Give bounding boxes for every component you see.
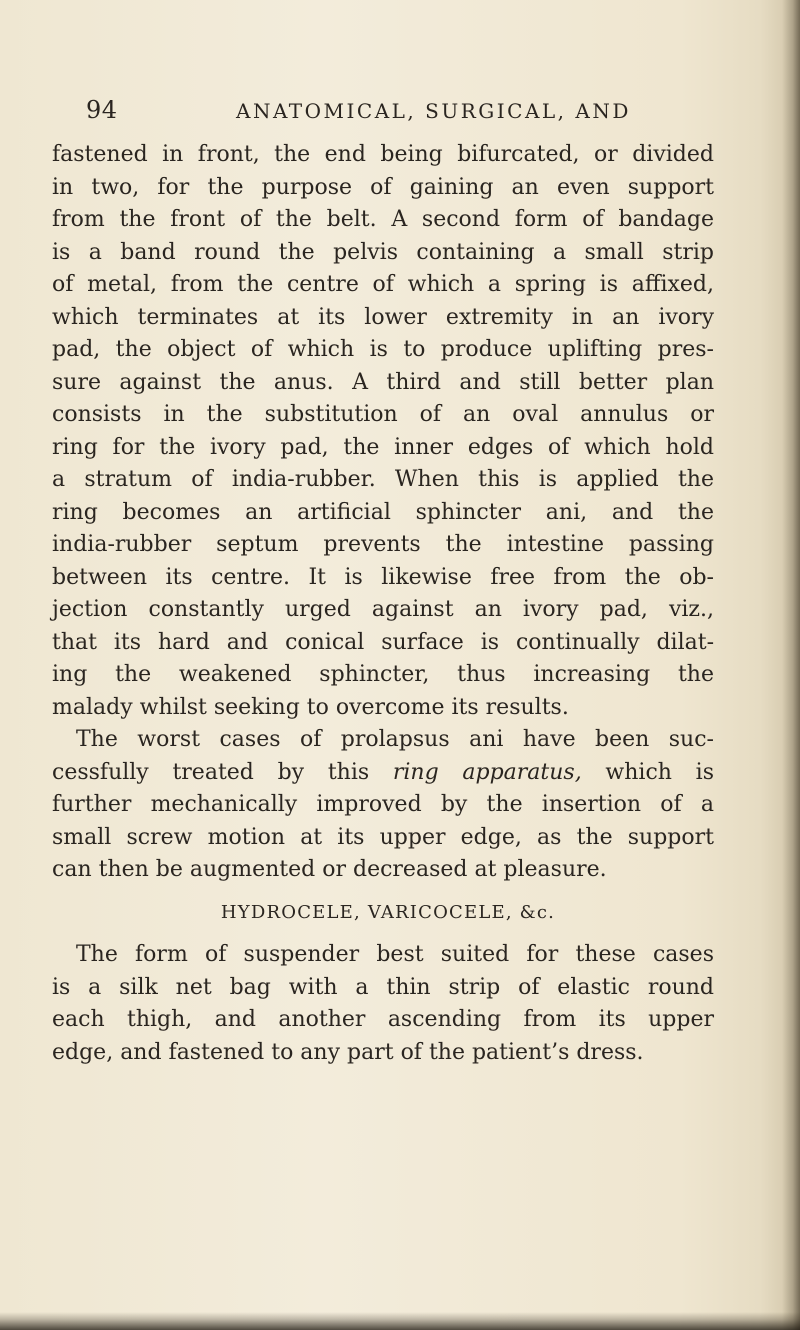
text-line: of metal, from the centre of which a spring is affixed, <box>52 272 714 297</box>
body-text <box>52 139 714 1069</box>
text-line: The form of suspender best suited for these cases <box>76 942 714 967</box>
text-span: cessfully treated by this <box>52 759 393 785</box>
text-line: india-rubber septum prevents the intestine passing <box>52 532 714 557</box>
text-line <box>52 757 714 790</box>
text-line: between its centre. It is likewise free from the ob- <box>52 564 714 590</box>
text-line: ing the weakened sphincter, thus increasing the <box>52 662 714 687</box>
text-line: small screw motion at its upper edge, as the support <box>52 824 714 850</box>
text-line: malady whilst seeking to overcome its results. <box>52 694 569 720</box>
text-line: jection constantly urged against an ivory pad, viz., <box>52 597 714 622</box>
running-head: ANATOMICAL, SURGICAL, AND <box>236 99 631 123</box>
text-line: The worst cases of prolapsus ani have been suc- <box>76 727 714 752</box>
text-line: consists in the substitution of an oval annulus or <box>52 402 714 427</box>
page-number: 94 <box>86 96 118 124</box>
paragraph-prolapsus <box>52 724 714 887</box>
text-line: edge, and fastened to any part of the patient’s dress. <box>52 1039 644 1065</box>
page-header <box>86 96 646 136</box>
text-line: a stratum of india-rubber. When this is applied the <box>52 467 714 492</box>
text-line: in two, for the purpose of gaining an even support <box>52 174 714 200</box>
text-line: ring for the ivory pad, the inner edges of which hold <box>52 434 714 460</box>
page-bottom-edge <box>0 1312 800 1330</box>
text-line: fastened in front, the end being bifurcated, or divided <box>52 142 714 167</box>
text-span: which is <box>581 759 714 785</box>
text-line: which terminates at its lower extremity in an ivory <box>52 304 714 330</box>
text-line: further mechanically improved by the insertion of a <box>52 792 714 817</box>
italic-term: ring apparatus, <box>392 759 582 785</box>
text-line: is a band round the pelvis containing a small strip <box>52 239 714 265</box>
text-line: sure against the anus. A third and still better plan <box>52 369 714 395</box>
text-line: each thigh, and another ascending from its upper <box>52 1007 714 1032</box>
paragraph-suspender <box>52 939 714 1069</box>
text-line: from the front of the belt. A second form of bandage <box>52 207 714 232</box>
paragraph-continued <box>52 139 714 724</box>
text-line: pad, the object of which is to produce uplifting pres- <box>52 337 714 362</box>
text-line: can then be augmented or decreased at pleasure. <box>52 857 607 882</box>
text-line: is a silk net bag with a thin strip of elastic round <box>52 974 714 1000</box>
spine-shadow <box>782 0 800 1330</box>
text-line: that its hard and conical surface is continually dilat- <box>52 629 714 655</box>
section-heading: HYDROCELE, VARICOCELE, &c. <box>220 901 556 923</box>
text-line: ring becomes an artificial sphincter ani, and the <box>52 499 714 525</box>
